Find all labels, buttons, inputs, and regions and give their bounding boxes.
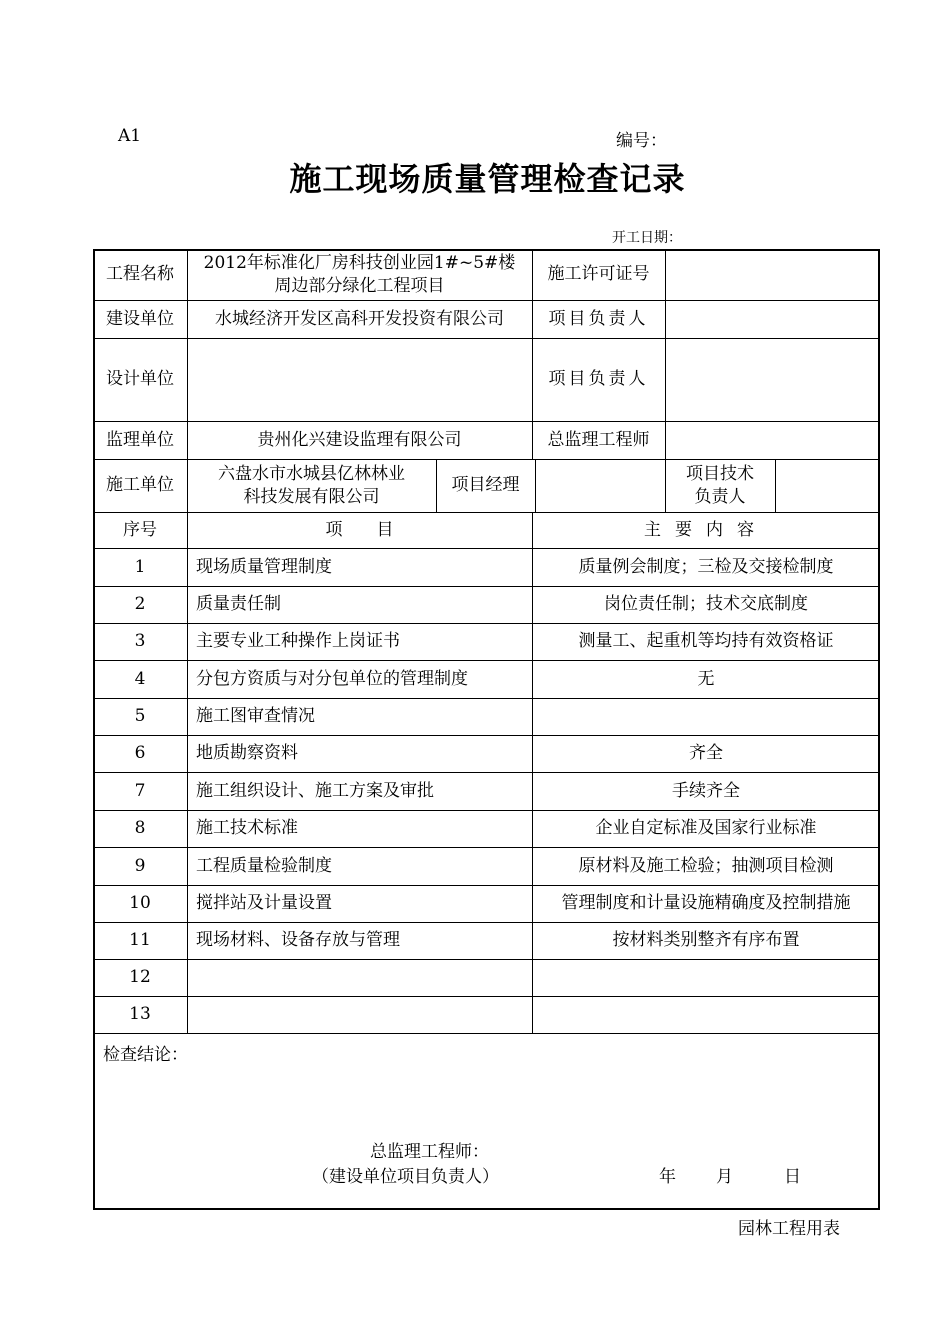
row-number: 9 (134, 855, 146, 876)
contractor-line2: 科技发展有限公司 (243, 486, 380, 507)
row-number: 12 (129, 967, 151, 987)
supervisor-value: 贵州化兴建设监理有限公司 (257, 429, 462, 450)
contractor-line1: 六盘水市水城县亿林林业 (218, 463, 405, 484)
row-number: 5 (134, 706, 146, 726)
row-number: 4 (134, 668, 146, 689)
col-seq-header: 序号 (123, 519, 157, 540)
row-content: 企业自定标准及国家行业标准 (595, 818, 817, 838)
row-item: 现场材料、设备存放与管理 (196, 930, 400, 950)
row-item: 施工图审查情况 (196, 706, 315, 726)
contractor-value (187, 459, 436, 512)
tech-lead-line2: 负责人 (694, 486, 746, 507)
row-item (187, 996, 532, 1033)
chief-engineer-value (665, 421, 880, 459)
page-title: 施工现场质量管理检查记录 (289, 160, 686, 198)
project-name-label: 工程名称 (106, 264, 174, 284)
start-date-label: 开工日期： (612, 230, 682, 246)
tech-lead-line1: 项目技术 (686, 463, 754, 484)
project-name-value (187, 249, 532, 300)
col-content-header: 主要内容 (644, 519, 768, 540)
row-number: 3 (134, 631, 146, 651)
row-item: 地质勘察资料 (196, 743, 298, 763)
permit-label: 施工许可证号 (547, 264, 650, 284)
date-day-label: 日 (784, 1167, 801, 1187)
row-content: 按材料类别整齐有序布置 (612, 930, 800, 950)
row-number: 2 (134, 594, 146, 614)
row-number: 8 (134, 818, 146, 838)
chief-engineer-signature-label: 总监理工程师： (370, 1142, 489, 1162)
design-lead-label: 项目负责人 (548, 369, 649, 389)
project-name-line2: 周边部分绿化工程项目 (274, 275, 445, 296)
supervisor-label: 监理单位 (106, 429, 174, 450)
row-number: 1 (134, 556, 146, 577)
date-year-label: 年 (659, 1167, 676, 1187)
row-item: 搅拌站及计量设置 (196, 893, 332, 913)
row-number: 11 (129, 930, 151, 950)
row-content (532, 698, 880, 735)
design-value (187, 338, 532, 421)
row-item: 主要专业工种操作上岗证书 (196, 631, 400, 651)
owner-lead-label: 项目负责人 (548, 308, 649, 329)
permit-value (665, 249, 880, 300)
row-content: 手续齐全 (672, 780, 740, 801)
row-content: 原材料及施工检验；抽测项目检测 (578, 855, 834, 876)
project-name-line1: 2012年标准化厂房科技创业园1#~5#楼 (203, 252, 516, 273)
row-content (532, 996, 880, 1033)
row-item: 工程质量检验制度 (196, 855, 332, 876)
pm-label: 项目经理 (451, 475, 520, 495)
row-content (532, 959, 880, 996)
row-content: 岗位责任制；技术交底制度 (604, 594, 808, 614)
row-content: 齐全 (689, 743, 723, 763)
row-item: 施工技术标准 (196, 818, 298, 838)
row-item: 施工组织设计、施工方案及审批 (196, 780, 434, 801)
owner-value: 水城经济开发区高科开发投资有限公司 (215, 308, 504, 329)
footer-note: 园林工程用表 (738, 1219, 840, 1239)
tech-lead-label (665, 459, 775, 512)
row-content: 无 (697, 668, 715, 689)
row-content: 质量例会制度；三检及交接检制度 (578, 556, 834, 577)
contractor-label: 施工单位 (106, 475, 174, 495)
row-number: 13 (129, 1004, 151, 1024)
owner-label: 建设单位 (106, 308, 174, 329)
row-item (187, 959, 532, 996)
owner-lead-value (665, 300, 880, 338)
chief-engineer-label: 总监理工程师 (547, 429, 650, 450)
tech-lead-value (775, 459, 880, 512)
form-number-label: 编号： (616, 131, 667, 151)
form-code: A1 (118, 126, 142, 146)
owner-lead-signature-label: （建设单位项目负责人） (312, 1167, 499, 1187)
col-item-header: 项 目 (325, 519, 394, 540)
row-content: 管理制度和计量设施精确度及控制措施 (561, 893, 851, 913)
row-content: 测量工、起重机等均持有效资格证 (578, 631, 834, 651)
row-number: 7 (134, 780, 146, 801)
design-label: 设计单位 (106, 369, 174, 389)
design-lead-value (665, 338, 880, 421)
row-item: 现场质量管理制度 (196, 556, 332, 577)
pm-value (535, 459, 665, 512)
row-number: 6 (134, 743, 146, 763)
row-number: 10 (129, 893, 151, 913)
date-month-label: 月 (716, 1167, 733, 1187)
conclusion-label: 检查结论： (103, 1045, 188, 1065)
row-item: 质量责任制 (196, 594, 281, 614)
row-item: 分包方资质与对分包单位的管理制度 (196, 668, 468, 689)
